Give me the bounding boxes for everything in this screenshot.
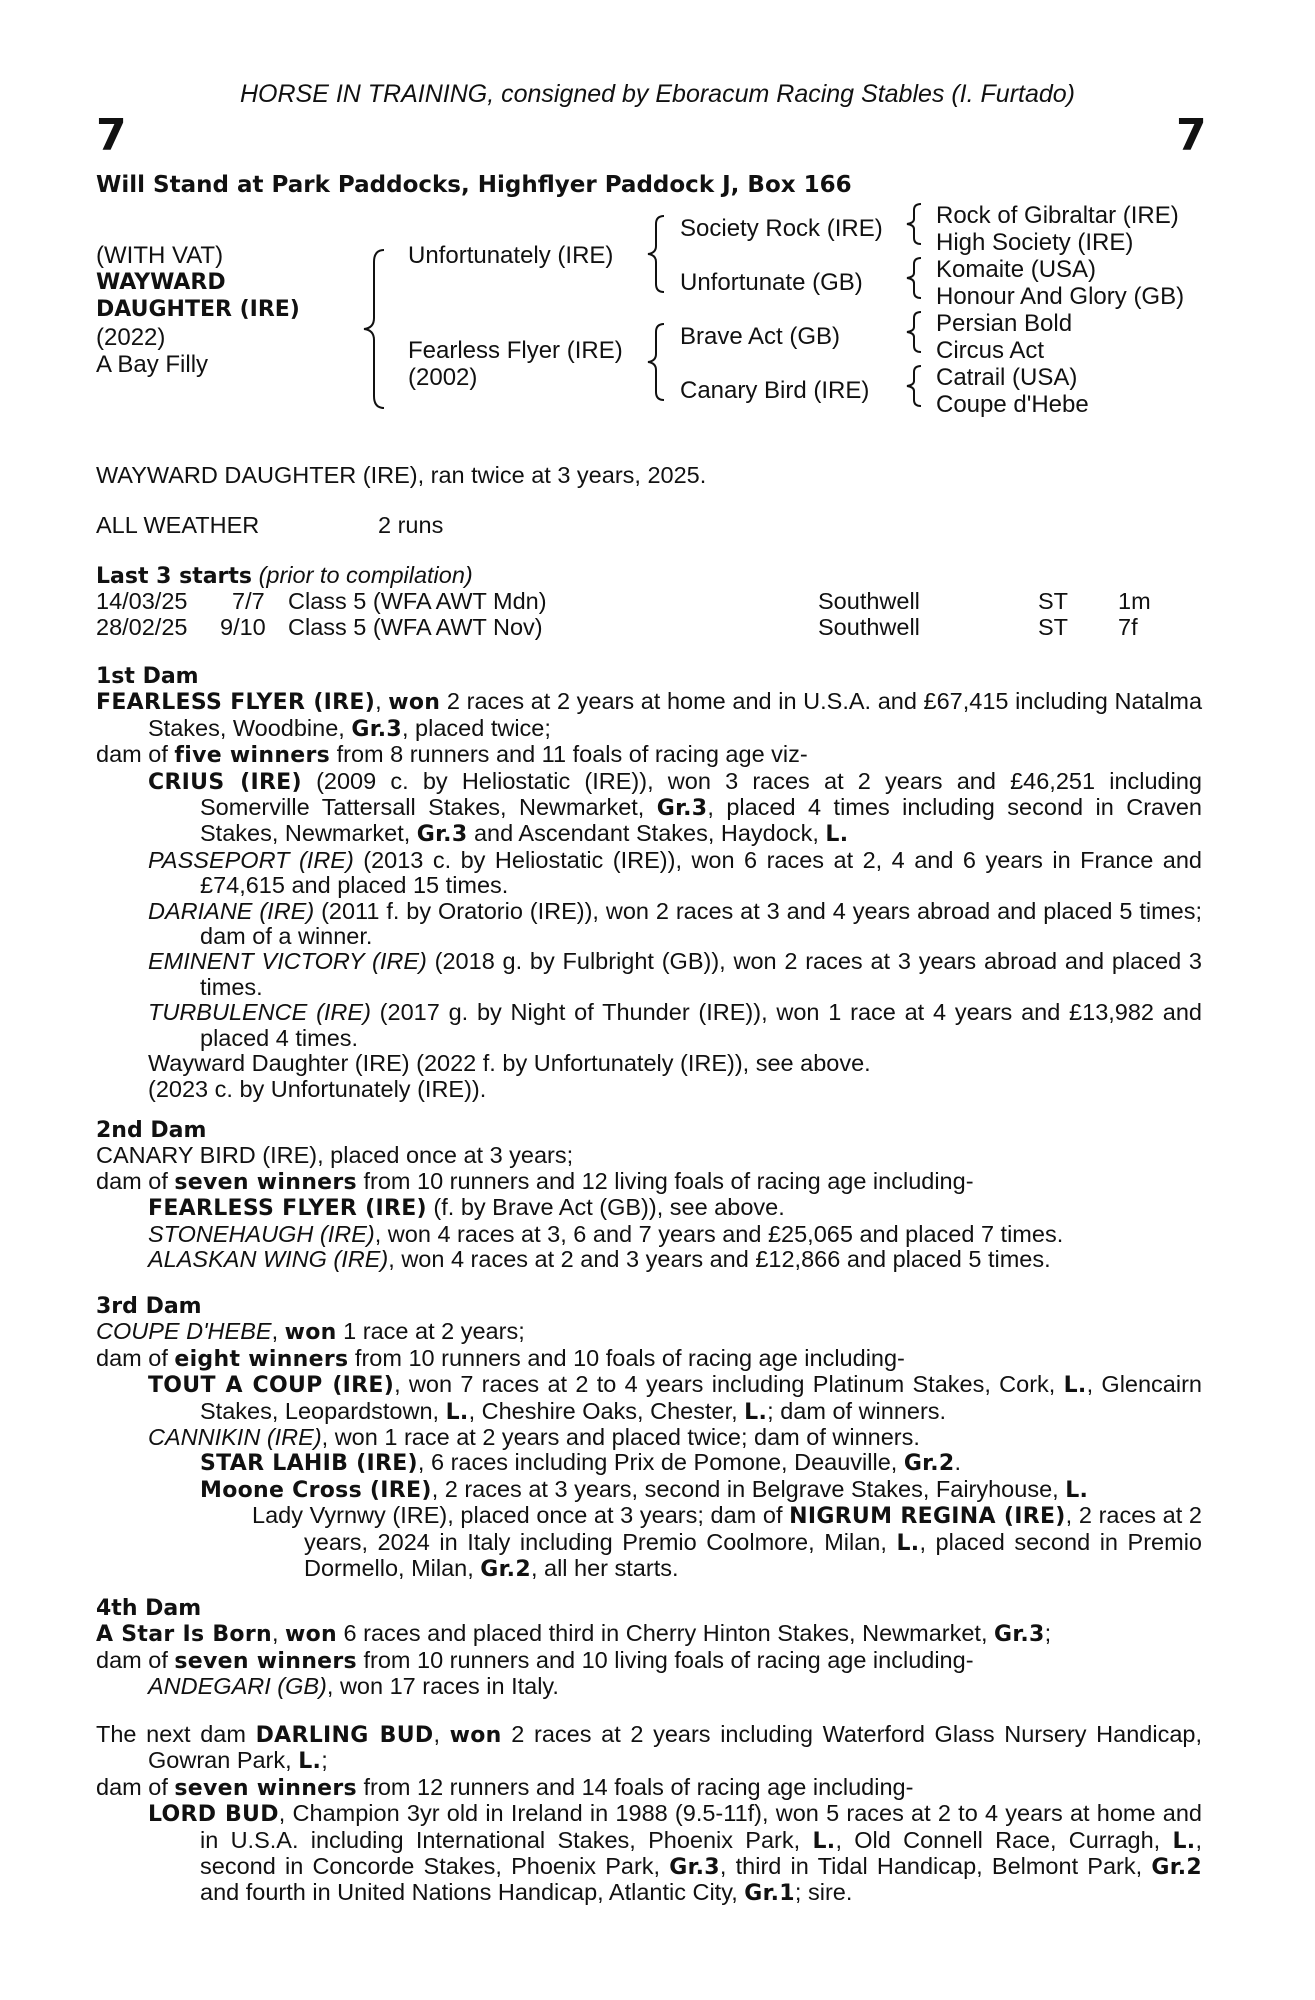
- second-dam-record: CANARY BIRD (IRE), placed once at 3 years;: [96, 1142, 574, 1169]
- page-header-title: HORSE IN TRAINING, consigned by Eboracum Racing Stables (I. Furtado): [239, 80, 1076, 108]
- fourth-dam-record: A Star Is Born, won 6 races and placed third in Cherry Hinton Stakes, Newmarket, Gr.3;: [96, 1620, 1052, 1648]
- last-starts-title: Last 3 starts: [96, 564, 253, 589]
- second-dam-section: [96, 1118, 1202, 1272]
- first-dam-offspring: (2023 c. by Unfortunately (IRE)).: [148, 1075, 487, 1102]
- next-dam-record: The next dam DARLING BUD, won 2 races at 2 years including Waterford Glass Nursery Handicap, Gowran Park, L.;: [96, 1721, 1202, 1775]
- start-date: 28/02/25: [96, 614, 188, 640]
- first-dam-offspring: CRIUS (IRE) (2009 c. by Heliostatic (IRE)), won 3 races at 2 years and £46,251 including Somerville Tattersall Stakes, Newmarket, Gr.3, placed 4 times including second in Craven Stakes, Newmarket, Gr.3 and Ascendant Stakes, Haydock, L.: [148, 767, 1202, 848]
- pedigree-dam-dam: Canary Bird (IRE): [680, 377, 870, 404]
- pedigree-dsd: Circus Act: [936, 337, 1045, 364]
- fourth-dam-section: [96, 1596, 1202, 1700]
- next-dam-produce-summary: dam of seven winners from 12 runners and 14 foals of racing age including-: [96, 1773, 914, 1801]
- horse-name-line2: DAUGHTER (IRE): [96, 297, 300, 322]
- last-starts-note: (prior to compilation): [258, 562, 473, 588]
- pedigree-brace-main: [362, 248, 392, 410]
- pedigree-sdd: Honour And Glory (GB): [936, 283, 1185, 310]
- fourth-dam-produce-summary: dam of seven winners from 10 runners and 10 living foals of racing age including-: [96, 1646, 974, 1674]
- next-dam-offspring: LORD BUD, Champion 3yr old in Ireland in 1988 (9.5-11f), won 5 races at 2 to 4 years at home and in U.S.A. including International Stakes, Phoenix Park, L., Old Connell Race, Curragh, L., second in Concorde Stakes, Phoenix Park, Gr.3, third in Tidal Handicap, Belmont Park, Gr.2 and fourth in United Nations Handicap, Atlantic City, Gr.1; sire.: [148, 1800, 1202, 1907]
- first-dam-record: FEARLESS FLYER (IRE), won 2 races at 2 years at home and in U.S.A. and £67,415 including Natalma Stakes, Woodbine, Gr.3, placed twice;: [96, 688, 1203, 742]
- start-race: Class 5 (WFA AWT Mdn): [288, 588, 547, 614]
- all-weather-label: ALL WEATHER: [96, 512, 260, 538]
- horse-name-line1: WAYWARD: [96, 270, 226, 295]
- pedigree-brace-sire: [646, 214, 670, 294]
- race-summary: WAYWARD DAUGHTER (IRE), ran twice at 3 years, 2025.: [96, 462, 707, 488]
- first-dam-produce-summary: dam of five winners from 8 runners and 11 foals of racing age viz-: [96, 741, 808, 769]
- lot-number-right: 7: [1176, 110, 1207, 161]
- pedigree-brace-dd: [905, 364, 927, 408]
- start-position: 7/7: [232, 588, 265, 614]
- pedigree-sire: Unfortunately (IRE): [408, 242, 614, 269]
- start-date: 14/03/25: [96, 588, 188, 614]
- first-dam-section: [96, 664, 1202, 1102]
- start-race: Class 5 (WFA AWT Nov): [288, 614, 543, 640]
- start-position: 9/10: [220, 614, 266, 640]
- pedigree-brace-ss: [905, 202, 927, 246]
- first-dam-offspring: PASSEPORT (IRE) (2013 c. by Heliostatic (IRE)), won 6 races at 2, 4 and 6 years in France and £74,615 and placed 15 times.: [148, 846, 1202, 899]
- start-course: Southwell: [818, 588, 920, 614]
- start-course: Southwell: [818, 614, 920, 640]
- pedigree-dam: Fearless Flyer (IRE): [408, 337, 623, 364]
- stable-location: Will Stand at Park Paddocks, Highflyer Paddock J, Box 166: [96, 172, 852, 198]
- lot-number-left: 7: [96, 110, 127, 161]
- start-surface: ST: [1038, 614, 1069, 640]
- first-dam-offspring: EMINENT VICTORY (IRE) (2018 g. by Fulbright (GB)), won 2 races at 3 years abroad and placed 3 times.: [148, 948, 1202, 1000]
- third-dam-grand-offspring: STAR LAHIB (IRE), 6 races including Prix de Pomone, Deauville, Gr.2.: [200, 1449, 961, 1477]
- start-surface: ST: [1038, 588, 1069, 614]
- last-starts-heading: [96, 562, 473, 589]
- pedigree-dss: Persian Bold: [936, 310, 1073, 337]
- all-weather-value: 2 runs: [378, 512, 444, 538]
- pedigree-ddd: Coupe d'Hebe: [936, 391, 1089, 418]
- start-distance: 7f: [1118, 614, 1138, 640]
- pedigree-brace-ds: [905, 310, 927, 354]
- first-dam-offspring: DARIANE (IRE) (2011 f. by Oratorio (IRE)), won 2 races at 3 and 4 years abroad and placed 5 times; dam of a winner.: [148, 897, 1202, 950]
- first-dam-title: 1st Dam: [96, 664, 199, 689]
- vat-note: (WITH VAT): [96, 242, 224, 269]
- start-distance: 1m: [1118, 588, 1151, 614]
- pedigree-dam-year: (2002): [408, 364, 478, 391]
- second-dam-offspring: FEARLESS FLYER (IRE) (f. by Brave Act (GB)), see above.: [148, 1194, 785, 1222]
- third-dam-record: COUPE D'HEBE, won 1 race at 2 years;: [96, 1318, 525, 1346]
- pedigree-ssd: High Society (IRE): [936, 229, 1134, 256]
- third-dam-section: [96, 1294, 1202, 1582]
- pedigree-sss: Rock of Gibraltar (IRE): [936, 202, 1179, 229]
- third-dam-offspring: TOUT A COUP (IRE), won 7 races at 2 to 4 years including Platinum Stakes, Cork, L., Glencairn Stakes, Leopardstown, L., Cheshire Oaks, Chester, L.; dam of winners.: [148, 1371, 1202, 1425]
- pedigree-brace-dam: [646, 322, 670, 402]
- fourth-dam-title: 4th Dam: [96, 1596, 202, 1621]
- pedigree-dam-sire: Brave Act (GB): [680, 323, 841, 350]
- pedigree-sire-sire: Society Rock (IRE): [680, 215, 883, 242]
- second-dam-title: 2nd Dam: [96, 1118, 207, 1143]
- third-dam-grand-offspring: Moone Cross (IRE), 2 races at 3 years, second in Belgrave Stakes, Fairyhouse, L.: [200, 1475, 1089, 1503]
- pedigree-brace-sd: [905, 256, 927, 300]
- third-dam-offspring: CANNIKIN (IRE), won 1 race at 2 years and placed twice; dam of winners.: [148, 1424, 920, 1451]
- horse-year: (2022): [96, 324, 166, 351]
- horse-description: A Bay Filly: [96, 351, 209, 378]
- third-dam-title: 3rd Dam: [96, 1294, 202, 1319]
- third-dam-produce-summary: dam of eight winners from 10 runners and 10 foals of racing age including-: [96, 1344, 905, 1372]
- first-dam-offspring: TURBULENCE (IRE) (2017 g. by Night of Thunder (IRE)), won 1 race at 4 years and £13,982 and placed 4 times.: [148, 999, 1202, 1051]
- second-dam-offspring: ALASKAN WING (IRE), won 4 races at 2 and 3 years and £12,866 and placed 5 times.: [148, 1246, 1051, 1273]
- second-dam-offspring: STONEHAUGH (IRE), won 4 races at 3, 6 and 7 years and £25,065 and placed 7 times.: [148, 1220, 1064, 1247]
- pedigree-dds: Catrail (USA): [936, 364, 1078, 391]
- pedigree-sire-dam: Unfortunate (GB): [680, 269, 863, 296]
- first-dam-offspring: Wayward Daughter (IRE) (2022 f. by Unfortunately (IRE)), see above.: [148, 1050, 871, 1077]
- fourth-dam-offspring: ANDEGARI (GB), won 17 races in Italy.: [148, 1673, 559, 1700]
- second-dam-produce-summary: dam of seven winners from 10 runners and 12 living foals of racing age including-: [96, 1167, 974, 1195]
- pedigree-sds: Komaite (USA): [936, 256, 1097, 283]
- next-dam-section: [96, 1722, 1202, 1907]
- third-dam-grand-offspring: Lady Vyrnwy (IRE), placed once at 3 years; dam of NIGRUM REGINA (IRE), 2 races at 2 years, 2024 in Italy including Premio Coolmore, Milan, L., placed second in Premio Dormello, Milan, Gr.2, all her starts.: [252, 1502, 1202, 1583]
